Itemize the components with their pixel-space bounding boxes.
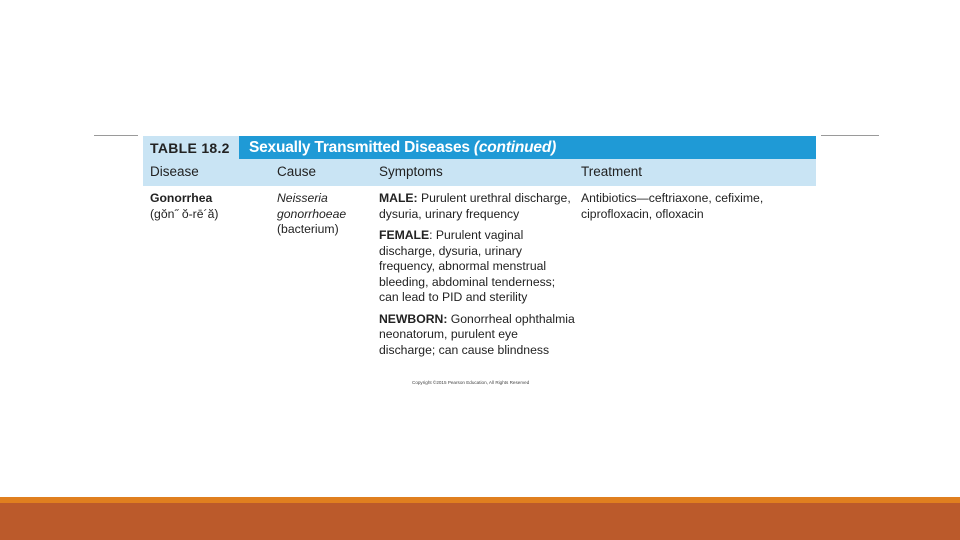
symptom-male-label: MALE:: [379, 191, 418, 205]
symptom-newborn-label: NEWBORN:: [379, 311, 448, 326]
header-treatment: Treatment: [581, 164, 643, 179]
header-cause: Cause: [277, 164, 317, 179]
symptom-female-text: : Purulent vaginal discharge, dysuria, urinary frequency, abnormal menstrual bleeding, abdominal tenderness; can lead to PID and sterility: [379, 228, 556, 304]
table-header-row: [143, 159, 816, 186]
cell-disease: [150, 191, 270, 222]
symptom-female: [379, 228, 575, 306]
cell-treatment: Antibiotics—ceftriaxone, cefixime, ciprofloxacin, ofloxacin: [581, 191, 764, 221]
symptom-newborn-text: Gonorrheal ophthalmia neonatorum, purulent eye discharge; can cause blindness: [379, 311, 575, 357]
disease-pronunciation: (gŏn˝ ŏ-rē´ă): [150, 206, 219, 221]
table-title-bar: [143, 136, 816, 159]
header-disease: Disease: [150, 164, 199, 179]
decorative-rule-left: [94, 135, 138, 136]
decorative-rule-right: [821, 135, 879, 136]
symptom-newborn: [379, 312, 575, 359]
table-title: [239, 139, 556, 157]
cause-species: gonorrhoeae: [277, 206, 347, 221]
cell-cause: [277, 191, 372, 238]
copyright-notice: Copyright ©2015 Pearson Education, All Rights Reserved: [412, 380, 530, 385]
cause-genus: Neisseria: [277, 191, 328, 205]
table-title-suffix: (continued): [473, 138, 557, 156]
table-number: TABLE 18.2: [143, 136, 239, 159]
header-symptoms: Symptoms: [379, 164, 443, 179]
disease-name: Gonorrhea: [150, 191, 213, 205]
footer-band: [0, 503, 960, 540]
std-table-image: [143, 136, 816, 376]
cell-symptoms: [379, 191, 575, 364]
symptom-male-text: Purulent urethral discharge, dysuria, urinary frequency: [379, 191, 571, 221]
symptom-female-label: FEMALE: [379, 228, 430, 242]
cause-type: (bacterium): [277, 222, 339, 236]
table-title-text: Sexually Transmitted Diseases: [249, 138, 470, 156]
symptom-male: [379, 191, 575, 222]
